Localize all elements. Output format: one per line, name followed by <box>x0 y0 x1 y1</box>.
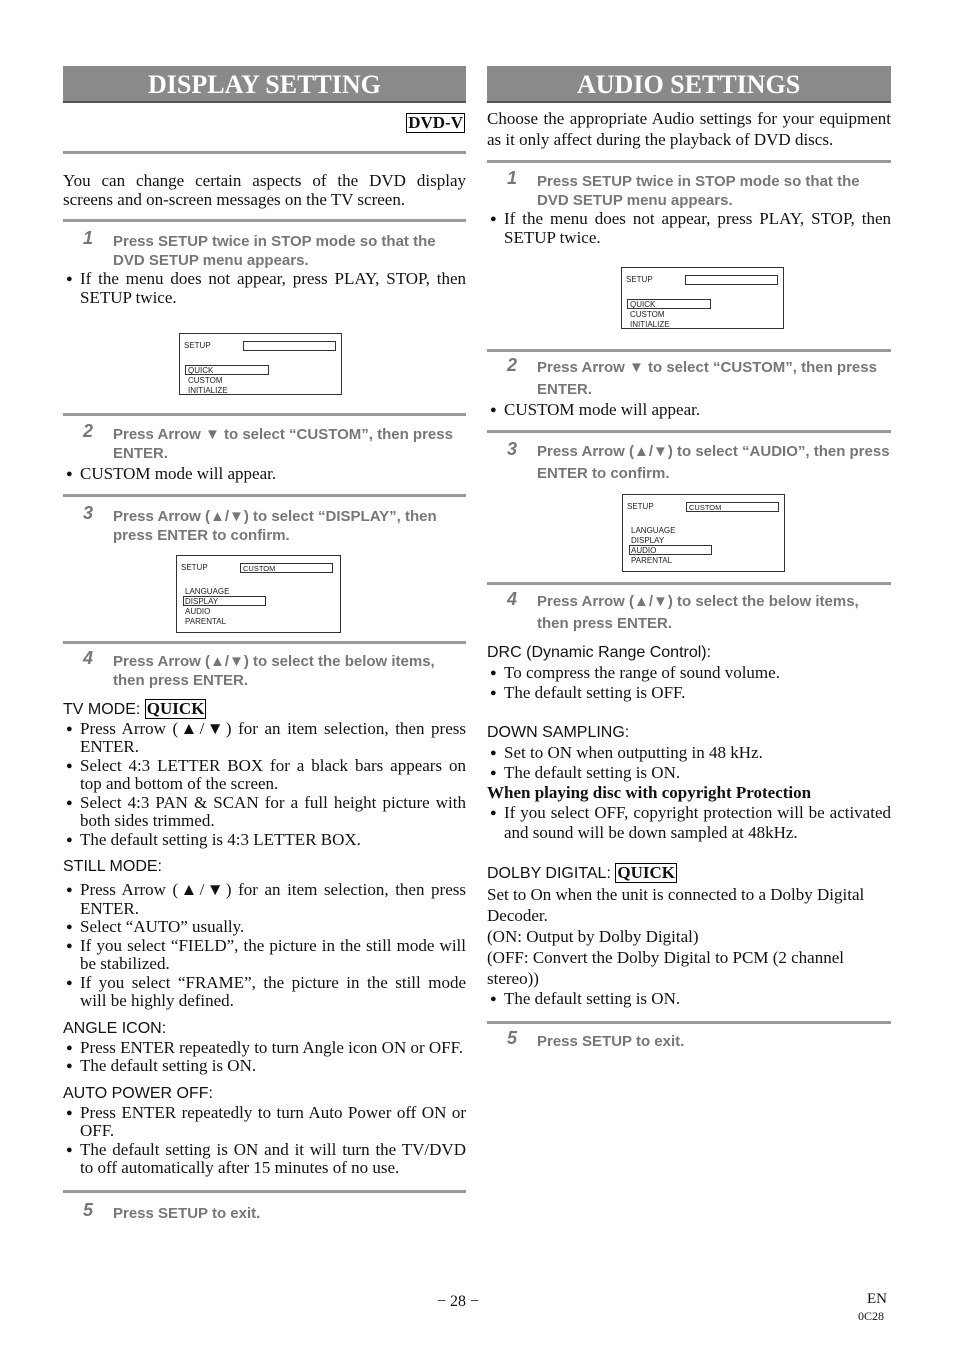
bullet: ● The default setting is ON. <box>487 763 891 783</box>
page-number: − 28 − <box>437 1293 480 1310</box>
audio-settings-column <box>487 66 891 1051</box>
custom-menu-screen: SETUP CUSTOM LANGUAGE DISPLAY AUDIO PARENTAL <box>622 494 785 572</box>
bullet: ● Press Arrow (▲/▼) for an item selection, then press ENTER. <box>63 720 466 757</box>
step-3: 3 Press Arrow (▲/▼) to select “AUDIO”, then press ENTER to confirm. <box>507 438 890 482</box>
setup-menu-screen: SETUP QUICK CUSTOM INITIALIZE <box>179 333 342 395</box>
bullet: ● Select 4:3 PAN & SCAN for a full height picture with both sides trimmed. <box>63 794 466 831</box>
step-1: 1 Press SETUP twice in STOP mode so that the DVD SETUP menu appears. <box>507 168 860 209</box>
down-sampling-heading: DOWN SAMPLING: <box>487 723 630 741</box>
bullet: ● Select 4:3 LETTER BOX for a black bars appears on top and bottom of the screen. <box>63 757 466 794</box>
step-2: 2 Press Arrow ▼ to select “CUSTOM”, then press ENTER. <box>507 355 877 398</box>
bullet: ● The default setting is ON. <box>63 1057 466 1076</box>
bullet: ● If the menu does not appear, press PLAY, STOP, then SETUP twice. <box>487 210 891 247</box>
dolby-text: (ON: Output by Dolby Digital) <box>487 926 699 946</box>
bullet: ● To compress the range of sound volume. <box>487 663 891 683</box>
bullet: ● CUSTOM mode will appear. <box>487 401 891 420</box>
section-title: AUDIO SETTINGS <box>487 66 891 103</box>
dvd-v-badge: DVD-V <box>408 113 463 132</box>
language-code: EN <box>867 1291 887 1307</box>
bullet: ● If you select “FRAME”, the picture in the still mode will be highly defined. <box>63 974 466 1011</box>
bullet: ● The default setting is 4:3 LETTER BOX. <box>63 831 466 850</box>
step-4: 4 Press Arrow (▲/▼) to select the below items, then press ENTER. <box>507 588 859 632</box>
dolby-digital-heading: DOLBY DIGITAL: QUICK <box>487 862 675 882</box>
step-1: 1 Press SETUP twice in STOP mode so that the DVD SETUP menu appears. <box>83 228 436 269</box>
dolby-text: Set to On when the unit is connected to a Dolby Digital Decoder. <box>487 884 865 925</box>
intro-text: You can change certain aspects of the DVD display screens and on-screen messages on the TV screen. <box>63 171 466 209</box>
intro-text: Choose the appropriate Audio settings for your equipment as it only affect during the playback of DVD discs. <box>487 109 891 149</box>
badge-row <box>63 103 466 151</box>
step-4: 4 Press Arrow (▲/▼) to select the below items, then press ENTER. <box>83 647 435 689</box>
section-title: DISPLAY SETTING <box>63 66 466 103</box>
bullet: ● The default setting is ON and it will turn the TV/DVD to off automatically after 15 minutes of no use. <box>63 1141 466 1178</box>
bullet: ● Set to ON when outputting in 48 kHz. <box>487 743 891 763</box>
step-2: 2 Press Arrow ▼ to select “CUSTOM”, then press ENTER. <box>83 421 453 462</box>
bullet: ● If the menu does not appear, press PLAY, STOP, then SETUP twice. <box>63 270 466 307</box>
quick-badge: QUICK <box>146 698 205 718</box>
auto-power-off-heading: AUTO POWER OFF: <box>63 1084 213 1102</box>
document-code: 0C28 <box>858 1309 885 1323</box>
step-3: 3 Press Arrow (▲/▼) to select “DISPLAY”, then press ENTER to confirm. <box>83 502 437 544</box>
bullet: ● CUSTOM mode will appear. <box>63 465 466 484</box>
bullet: ● Press ENTER repeatedly to turn Auto Power off ON or OFF. <box>63 1104 466 1141</box>
setup-menu-screen: SETUP QUICK CUSTOM INITIALIZE <box>621 267 784 329</box>
quick-badge: QUICK <box>617 862 675 882</box>
bullet: ● Press Arrow (▲/▼) for an item selection, then press ENTER. <box>63 881 466 918</box>
copyright-protection-heading: When playing disc with copyright Protection <box>487 782 812 802</box>
bullet: ● The default setting is OFF. <box>487 683 891 703</box>
still-mode-heading: STILL MODE: <box>63 858 162 875</box>
bullet: ● If you select OFF, copyright protection will be activated and sound will be down sampled at 48kHz. <box>487 803 891 843</box>
tv-mode-heading: TV MODE: QUICK <box>63 698 205 718</box>
step-5: 5 Press SETUP to exit. <box>83 1199 261 1222</box>
dolby-text: (OFF: Convert the Dolby Digital to PCM (2 channel stereo)) <box>487 947 844 988</box>
angle-icon-heading: ANGLE ICON: <box>63 1019 167 1037</box>
drc-heading: DRC (Dynamic Range Control): <box>487 643 712 661</box>
bullet: ● Press ENTER repeatedly to turn Angle icon ON or OFF. <box>63 1039 466 1058</box>
step-5: 5 Press SETUP to exit. <box>507 1027 685 1050</box>
bullet: ● The default setting is ON. <box>487 989 891 1009</box>
bullet: ● If you select “FIELD”, the picture in the still mode will be stabilized. <box>63 937 466 974</box>
bullet: ● Select “AUTO” usually. <box>63 918 466 937</box>
custom-menu-screen: SETUP CUSTOM LANGUAGE DISPLAY AUDIO PARENTAL <box>176 555 341 633</box>
display-setting-column <box>63 66 466 1223</box>
